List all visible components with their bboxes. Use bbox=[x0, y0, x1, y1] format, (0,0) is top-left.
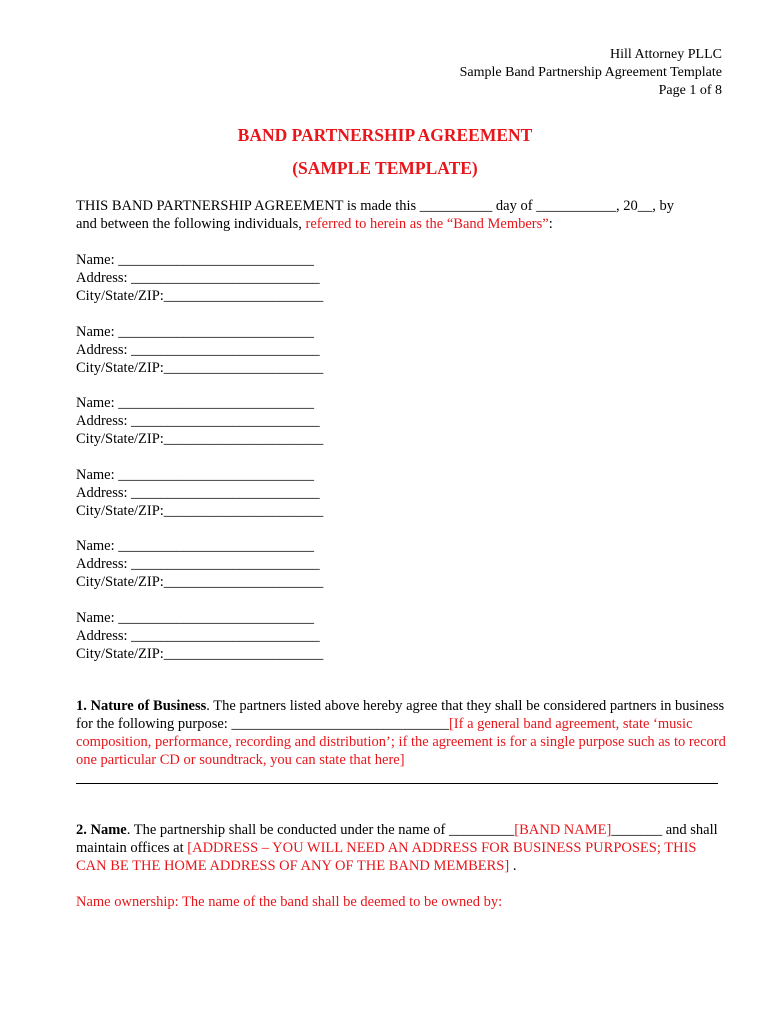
address-field: Address: __________________________ bbox=[76, 627, 320, 644]
city-state-zip-field: City/State/ZIP:______________________ bbox=[76, 359, 324, 376]
section-1-note: [If a general band agreement, state ‘music composition, performance, recording and distribution’; if the agreement is for a single purpose such as to record one particular CD or soundtrack, you can state that here] bbox=[76, 716, 726, 768]
address-field: Address: __________________________ bbox=[76, 484, 320, 501]
name-field: Name: ___________________________ bbox=[76, 395, 315, 411]
member-block bbox=[76, 537, 376, 591]
name-field: Name: ___________________________ bbox=[76, 252, 315, 268]
city-state-zip-field: City/State/ZIP:______________________ bbox=[76, 502, 324, 519]
city-state-zip-field: City/State/ZIP:______________________ bbox=[76, 645, 324, 662]
section-name bbox=[76, 821, 726, 875]
member-block bbox=[76, 251, 376, 305]
intro-line-1: THIS BAND PARTNERSHIP AGREEMENT is made this __________ day of ___________, 20__, by bbox=[76, 198, 674, 214]
section-1-text: . The partners listed above hereby agree that they shall be considered partners in business for the following purpose: ______________________________ bbox=[76, 698, 725, 732]
address-note: [ADDRESS – YOU WILL NEED AN ADDRESS FOR BUSINESS PURPOSES; THIS CAN BE THE HOME ADDRESS OF ANY OF THE BAND MEMBERS] bbox=[76, 840, 697, 874]
name-field: Name: ___________________________ bbox=[76, 466, 315, 483]
name-field: Name: ___________________________ bbox=[76, 538, 315, 554]
member-block bbox=[76, 323, 376, 377]
intro-colon: : bbox=[548, 216, 553, 232]
section-1-heading: 1. Nature of Business bbox=[76, 698, 207, 714]
address-field: Address: __________________________ bbox=[76, 556, 320, 572]
city-state-zip-field: City/State/ZIP:______________________ bbox=[76, 431, 324, 447]
address-field: Address: __________________________ bbox=[76, 413, 320, 429]
member-block bbox=[76, 466, 376, 520]
agreement-title: BAND PARTNERSHIP AGREEMENT bbox=[237, 125, 533, 145]
member-block bbox=[76, 609, 376, 663]
page-header bbox=[460, 46, 722, 100]
section-nature-of-business bbox=[76, 697, 726, 769]
member-blocks bbox=[76, 251, 376, 680]
blank-line-rule bbox=[76, 783, 718, 784]
address-field: Address: __________________________ bbox=[76, 270, 320, 286]
name-field: Name: ___________________________ bbox=[76, 609, 315, 626]
intro-text: and between the following individuals, bbox=[76, 216, 306, 232]
intro-paragraph bbox=[76, 197, 726, 233]
member-block bbox=[76, 394, 376, 448]
section-2-end: . bbox=[509, 858, 517, 874]
agreement-subtitle: (SAMPLE TEMPLATE) bbox=[292, 158, 478, 178]
band-name-placeholder: [BAND NAME] bbox=[514, 822, 612, 838]
document-title: Sample Band Partnership Agreement Template bbox=[459, 65, 722, 80]
city-state-zip-field: City/State/ZIP:______________________ bbox=[76, 574, 324, 590]
name-ownership: Name ownership: The name of the band shall be deemed to be owned by: bbox=[76, 894, 503, 910]
name-field: Name: ___________________________ bbox=[76, 323, 315, 340]
intro-line-2 bbox=[76, 215, 726, 233]
section-2-text-2: _______ and shall maintain offices at bbox=[76, 822, 718, 856]
address-field: Address: __________________________ bbox=[76, 341, 320, 358]
intro-red-note: referred to herein as the “Band Members” bbox=[305, 216, 549, 232]
firm-name: Hill Attorney PLLC bbox=[610, 47, 722, 62]
section-2-text-1: . The partnership shall be conducted under the name of _________ bbox=[126, 822, 515, 838]
city-state-zip-field: City/State/ZIP:______________________ bbox=[76, 288, 324, 304]
page-number: Page 1 of 8 bbox=[658, 83, 722, 98]
section-2-heading: 2. Name bbox=[76, 822, 127, 838]
